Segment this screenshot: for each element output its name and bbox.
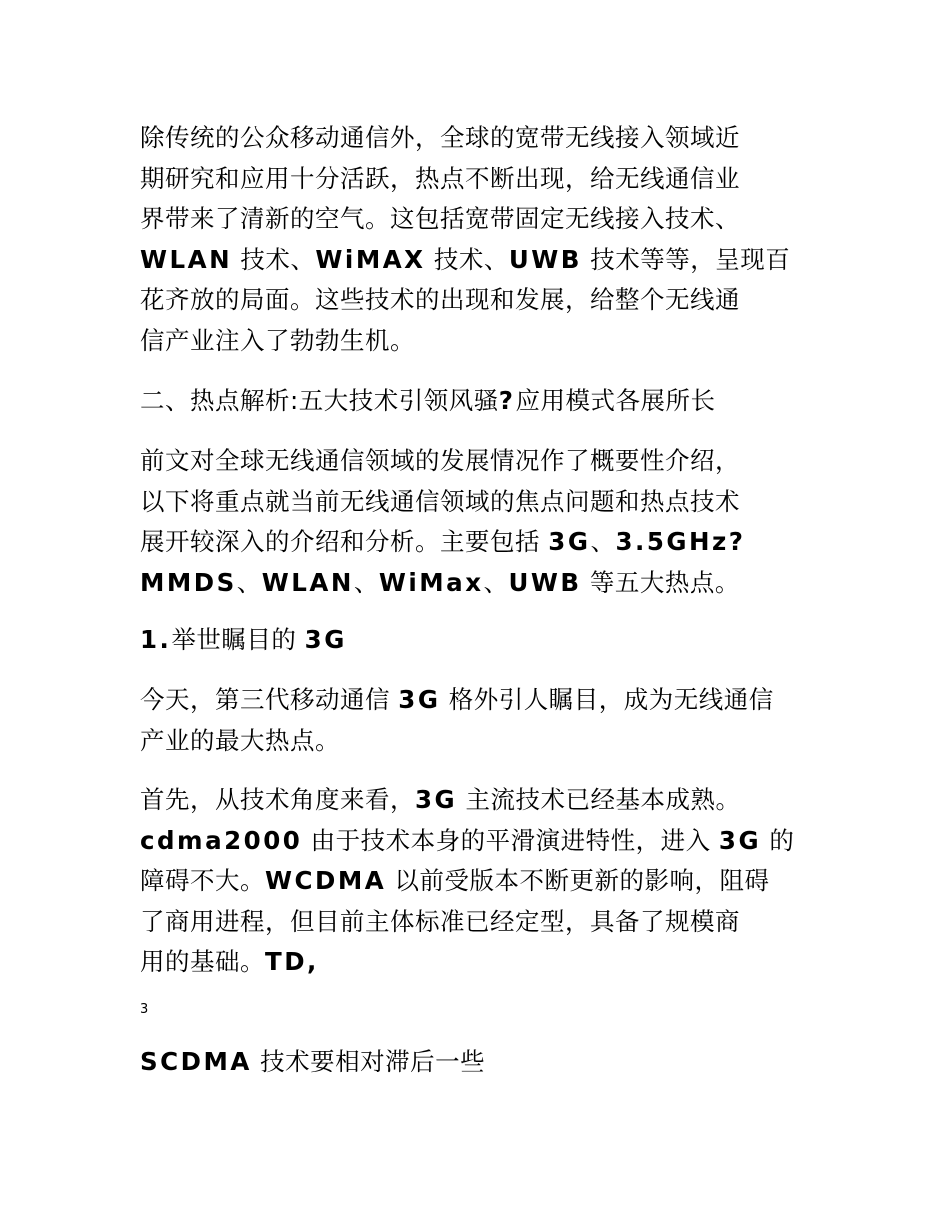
term-3g: 3G [548, 527, 591, 556]
text-line [140, 522, 820, 563]
text-fragment: 以前受版本不断更新的影响，阻碍 [386, 866, 770, 895]
text-line [140, 821, 820, 862]
term-3g: 3G [398, 685, 441, 714]
text-fragment: 主流技术已经基本成熟。 [457, 785, 741, 814]
text-fragment: 展开较深入的介绍和分析。主要包括 [140, 527, 549, 556]
section-heading-2 [140, 381, 820, 422]
heading-text: 二、热点解析:五大技术引领风骚 [140, 386, 499, 415]
text-line: 期研究和应用十分活跃，热点不断出现，给无线通信业 [140, 163, 740, 193]
text-line [140, 563, 820, 604]
text-line [140, 942, 820, 983]
text-fragment: 技术、 [232, 244, 316, 274]
text-fragment: 技术、 [425, 244, 509, 274]
text-line: 界带来了清新的空气。这包括宽带固定无线接入技术、 [140, 204, 740, 233]
paragraph-3g-technology [140, 780, 820, 983]
text-line: 产业的最大热点。 [140, 725, 340, 755]
term-wimax: WiMax [378, 567, 484, 597]
text-fragment: 障碍不大。 [140, 866, 265, 895]
heading-number: 1. [140, 625, 172, 654]
section-heading-3 [140, 620, 820, 661]
text-fragment: 今天，第三代移动通信 [140, 685, 399, 714]
term-wlan: WLAN [140, 244, 233, 274]
term-mmds: MMDS [140, 567, 237, 597]
term-wimax: WiMAX [315, 244, 426, 274]
term-3g: 3G [415, 785, 458, 814]
paragraph-intro [140, 118, 820, 361]
text-line: 前文对全球无线通信领域的发展情况作了概要性介绍， [140, 446, 740, 475]
paragraph-scdma [140, 1042, 820, 1083]
text-fragment: 格外引人瞩目，成为无线通信 [440, 685, 774, 714]
text-line: 了商用进程，但目前主体标准已经定型，具备了规模商 [140, 906, 740, 936]
term-td: TD, [265, 947, 319, 976]
term-scdma: SCDMA [140, 1047, 252, 1076]
text-fragment: 等五大热点。 [581, 567, 740, 597]
text-line: 以下将重点就当前无线通信领域的焦点问题和热点技术 [140, 486, 740, 516]
term-wlan: WLAN [261, 567, 354, 597]
term-3-5ghz: 3.5GHz? [615, 527, 746, 556]
text-line: 花齐放的局面。这些技术的出现和发展，给整个无线通 [140, 285, 740, 314]
heading-line [140, 381, 820, 422]
text-fragment: 、 [236, 567, 262, 597]
text-line [140, 1042, 820, 1083]
text-fragment: 首先，从技术角度来看， [140, 785, 415, 814]
term-uwb: UWB [508, 567, 582, 597]
text-fragment: 、 [590, 527, 616, 556]
paragraph-overview [140, 441, 820, 603]
paragraph-3g-today [140, 680, 820, 761]
text-fragment: 的 [761, 825, 795, 855]
text-line: 信产业注入了勃勃生机。 [140, 325, 415, 355]
text-fragment: 由于技术本身的平滑演进特性，进入 [302, 825, 719, 855]
term-3g: 3G [304, 625, 347, 654]
heading-text: 举世瞩目的 [171, 625, 305, 654]
text-line [140, 240, 820, 281]
term-3g: 3G [718, 825, 762, 855]
heading-text: 应用模式各展所长 [515, 386, 716, 415]
term-uwb: UWB [508, 244, 582, 274]
text-fragment: 技术等等，呈现百 [581, 244, 791, 274]
term-cdma2000: cdma2000 [140, 825, 303, 855]
text-fragment: 用的基础。 [140, 947, 265, 976]
heading-line [140, 620, 820, 661]
text-line: 除传统的公众移动通信外，全球的宽带无线接入领域近 [140, 123, 740, 152]
page-number: 3 [140, 1002, 149, 1017]
text-line [140, 861, 820, 902]
text-fragment: 、 [483, 567, 509, 597]
text-line [140, 780, 820, 821]
text-fragment: 技术要相对滞后一些 [251, 1047, 486, 1076]
term-wcdma: WCDMA [265, 866, 387, 895]
heading-question-mark: ? [498, 386, 516, 415]
text-fragment: 、 [353, 567, 379, 597]
text-line [140, 680, 820, 721]
